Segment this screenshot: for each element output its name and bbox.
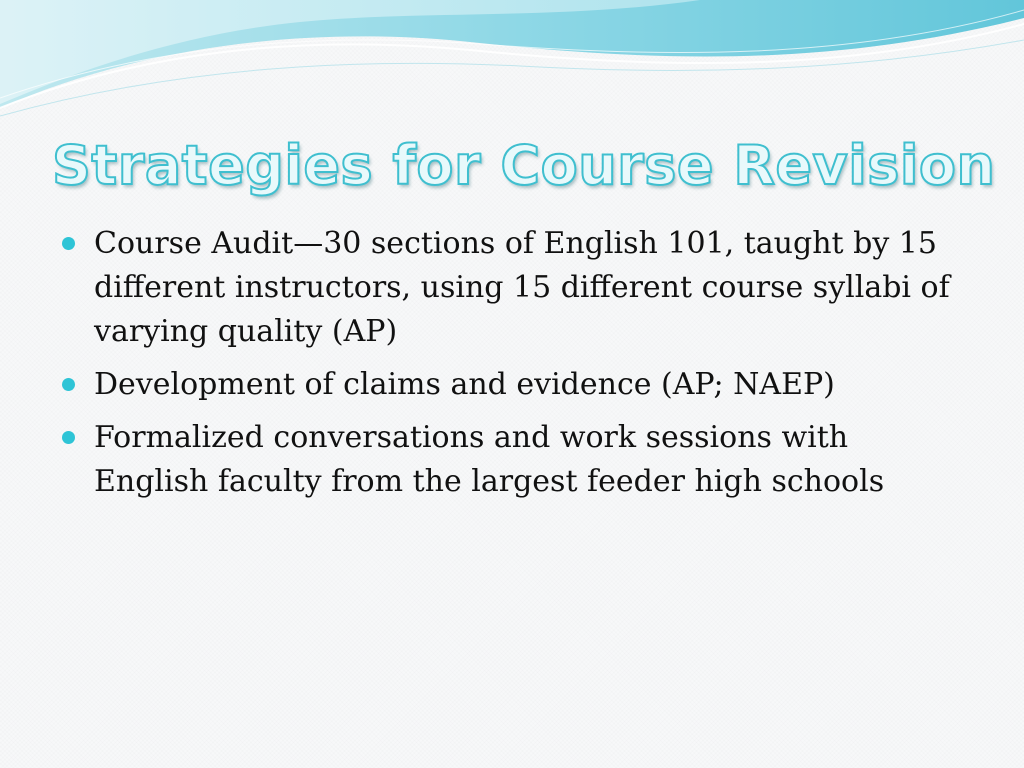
list-item-text: Development of claims and evidence (AP; NAEP) bbox=[94, 367, 835, 402]
bullet-dot-icon bbox=[62, 431, 75, 444]
list-item bbox=[58, 416, 958, 504]
slide-title: Strategies for Course Revision bbox=[52, 134, 996, 197]
decorative-wave-header bbox=[0, 0, 1024, 130]
bullet-list bbox=[58, 222, 958, 513]
bullet-dot-icon bbox=[62, 237, 75, 250]
list-item bbox=[58, 222, 958, 354]
list-item-text: Formalized conversations and work sessions with English faculty from the largest feeder high schools bbox=[94, 420, 885, 499]
list-item-text: Course Audit—30 sections of English 101, taught by 15 different instructors, using 15 different course syllabi of varying quality (AP) bbox=[94, 226, 950, 349]
bullet-dot-icon bbox=[62, 378, 75, 391]
list-item bbox=[58, 363, 958, 407]
